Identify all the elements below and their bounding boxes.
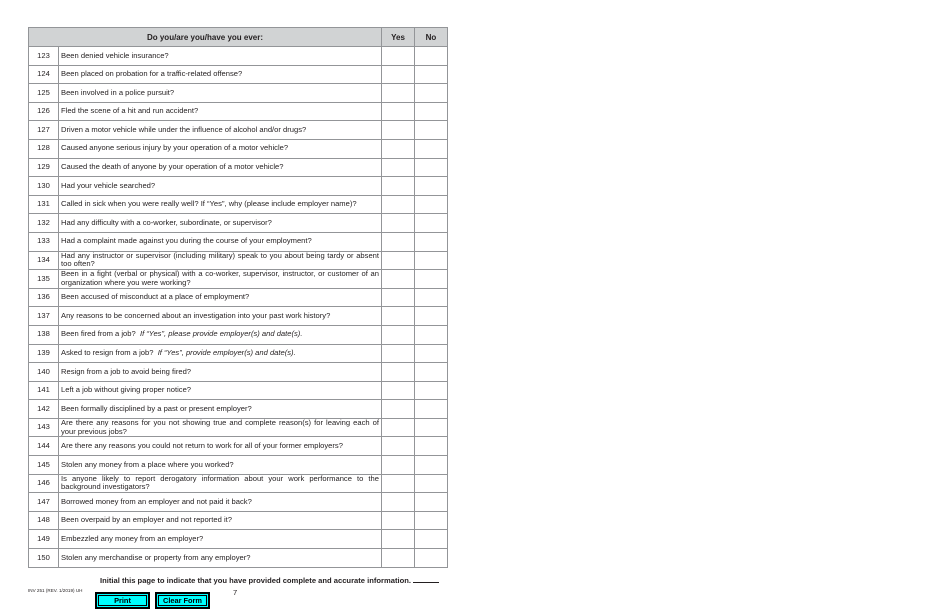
yes-answer-cell[interactable] <box>382 344 415 363</box>
no-answer-cell[interactable] <box>415 381 448 400</box>
yes-answer-cell[interactable] <box>382 251 415 270</box>
yes-answer-cell[interactable] <box>382 511 415 530</box>
no-answer-cell[interactable] <box>415 177 448 196</box>
question-text <box>59 325 382 344</box>
table-row <box>29 418 448 437</box>
question-label: Any reasons to be concerned about an investigation into your past work history? <box>61 310 331 320</box>
question-label: Had any instructor or supervisor (including military) speak to you about being tardy or absent too often? <box>61 250 379 269</box>
table-row <box>29 270 448 289</box>
table-row <box>29 474 448 493</box>
question-number: 136 <box>29 288 59 307</box>
question-text <box>59 288 382 307</box>
yes-answer-cell[interactable] <box>382 530 415 549</box>
question-number: 133 <box>29 232 59 251</box>
table-row <box>29 139 448 158</box>
no-answer-cell[interactable] <box>415 307 448 326</box>
initial-text: Initial this page to indicate that you have provided complete and accurate information. <box>100 576 411 585</box>
question-text <box>59 232 382 251</box>
yes-answer-cell[interactable] <box>382 232 415 251</box>
table-row <box>29 84 448 103</box>
question-number: 145 <box>29 456 59 475</box>
no-answer-cell[interactable] <box>415 47 448 66</box>
question-number: 135 <box>29 270 59 289</box>
yes-answer-cell[interactable] <box>382 84 415 103</box>
question-label: Stolen any money from a place where you worked? <box>61 459 234 469</box>
question-number: 143 <box>29 418 59 437</box>
table-row <box>29 251 448 270</box>
question-label: Are there any reasons for you not showing true and complete reason(s) for leaving each of your previous jobs? <box>61 418 379 436</box>
questionnaire-table <box>28 27 448 568</box>
yes-answer-cell[interactable] <box>382 158 415 177</box>
question-text <box>59 363 382 382</box>
question-number: 128 <box>29 139 59 158</box>
initial-statement <box>100 576 439 585</box>
no-answer-cell[interactable] <box>415 437 448 456</box>
no-answer-cell[interactable] <box>415 418 448 437</box>
question-text <box>59 139 382 158</box>
table-row <box>29 195 448 214</box>
question-text <box>59 177 382 196</box>
question-number: 123 <box>29 47 59 66</box>
no-answer-cell[interactable] <box>415 84 448 103</box>
yes-answer-cell[interactable] <box>382 400 415 419</box>
no-answer-cell[interactable] <box>415 102 448 121</box>
no-answer-cell[interactable] <box>415 493 448 512</box>
table-row <box>29 307 448 326</box>
yes-answer-cell[interactable] <box>382 325 415 344</box>
question-label: Been involved in a police pursuit? <box>61 87 175 97</box>
question-number: 140 <box>29 363 59 382</box>
question-label: Resign from a job to avoid being fired? <box>61 366 192 376</box>
no-answer-cell[interactable] <box>415 456 448 475</box>
yes-answer-cell[interactable] <box>382 195 415 214</box>
question-label: Been fired from a job? <box>61 329 136 339</box>
question-label: Driven a motor vehicle while under the influence of alcohol and/or drugs? <box>61 124 307 134</box>
question-text <box>59 307 382 326</box>
question-label: Been placed on probation for a traffic-related offense? <box>61 69 243 79</box>
question-text <box>59 549 382 568</box>
yes-answer-cell[interactable] <box>382 363 415 382</box>
no-answer-cell[interactable] <box>415 232 448 251</box>
question-text <box>59 195 382 214</box>
no-answer-cell[interactable] <box>415 344 448 363</box>
table-row <box>29 232 448 251</box>
question-label: Embezzled any money from an employer? <box>61 533 204 543</box>
yes-answer-cell[interactable] <box>382 177 415 196</box>
clear-form-button[interactable]: Clear Form <box>155 592 210 609</box>
question-label: Is anyone likely to report derogatory information about your work performance to the background investigators? <box>61 473 379 492</box>
no-answer-cell[interactable] <box>415 511 448 530</box>
yes-answer-cell[interactable] <box>382 381 415 400</box>
table-row <box>29 158 448 177</box>
question-label: Left a job without giving proper notice? <box>61 385 192 395</box>
question-label: Stolen any merchandise or property from any employer? <box>61 552 251 562</box>
no-answer-cell[interactable] <box>415 251 448 270</box>
table-row <box>29 381 448 400</box>
no-answer-cell[interactable] <box>415 65 448 84</box>
question-text <box>59 251 382 270</box>
no-answer-cell[interactable] <box>415 139 448 158</box>
question-text <box>59 437 382 456</box>
question-number: 131 <box>29 195 59 214</box>
question-hint: If “Yes”, please provide employer(s) and date(s). <box>139 329 303 339</box>
yes-answer-cell[interactable] <box>382 270 415 289</box>
question-label: Asked to resign from a job? <box>61 348 154 357</box>
question-text <box>59 214 382 233</box>
table-row <box>29 47 448 66</box>
question-number: 147 <box>29 493 59 512</box>
no-answer-cell[interactable] <box>415 158 448 177</box>
question-label: Called in sick when you were really well? If “Yes”, why (please include employer name)? <box>61 199 357 209</box>
yes-answer-cell[interactable] <box>382 493 415 512</box>
page-number: 7 <box>233 588 238 597</box>
question-number: 124 <box>29 65 59 84</box>
question-number: 139 <box>29 344 59 363</box>
question-text <box>59 84 382 103</box>
no-answer-cell[interactable] <box>415 363 448 382</box>
yes-answer-cell[interactable] <box>382 47 415 66</box>
question-label: Caused the death of anyone by your operation of a motor vehicle? <box>61 162 284 172</box>
question-label: Borrowed money from an employer and not paid it back? <box>61 496 252 506</box>
no-answer-cell[interactable] <box>415 270 448 289</box>
no-answer-cell[interactable] <box>415 474 448 493</box>
table-row <box>29 121 448 140</box>
table-row <box>29 102 448 121</box>
print-button[interactable]: Print <box>95 592 150 609</box>
question-text <box>59 493 382 512</box>
question-label: Had any difficulty with a co-worker, subordinate, or supervisor? <box>61 217 272 227</box>
yes-answer-cell[interactable] <box>382 307 415 326</box>
question-label: Been overpaid by an employer and not reported it? <box>61 515 232 525</box>
question-text <box>59 47 382 66</box>
question-number: 134 <box>29 251 59 270</box>
question-column-header: Do you/are you/have you ever: <box>29 28 382 47</box>
table-row <box>29 177 448 196</box>
question-label: Caused anyone serious injury by your operation of a motor vehicle? <box>61 143 289 153</box>
question-label: Been in a fight (verbal or physical) with a co-worker, supervisor, instructor, or customer of an organization where you were working? <box>61 269 379 287</box>
yes-answer-cell[interactable] <box>382 102 415 121</box>
no-answer-cell[interactable] <box>415 195 448 214</box>
question-number: 126 <box>29 102 59 121</box>
question-label: Fled the scene of a hit and run accident? <box>61 106 199 116</box>
question-number: 148 <box>29 511 59 530</box>
yes-answer-cell[interactable] <box>382 65 415 84</box>
question-text <box>59 418 382 437</box>
question-text <box>59 102 382 121</box>
question-number: 150 <box>29 549 59 568</box>
table-row <box>29 288 448 307</box>
question-number: 130 <box>29 177 59 196</box>
form-id: INV 251 (REV. 1/2019) UH <box>28 588 83 593</box>
no-answer-cell[interactable] <box>415 121 448 140</box>
table-row <box>29 325 448 344</box>
question-label: Been denied vehicle insurance? <box>61 50 169 60</box>
table-row <box>29 493 448 512</box>
yes-answer-cell[interactable] <box>382 437 415 456</box>
question-number: 137 <box>29 307 59 326</box>
question-number: 144 <box>29 437 59 456</box>
question-text <box>59 511 382 530</box>
yes-answer-cell[interactable] <box>382 549 415 568</box>
question-number: 129 <box>29 158 59 177</box>
yes-answer-cell[interactable] <box>382 474 415 493</box>
question-label: Been formally disciplined by a past or present employer? <box>61 403 252 413</box>
question-number: 141 <box>29 381 59 400</box>
question-text <box>59 381 382 400</box>
table-header-row <box>29 28 448 47</box>
no-answer-cell[interactable] <box>415 288 448 307</box>
no-answer-cell[interactable] <box>415 325 448 344</box>
question-text <box>59 400 382 419</box>
table-row <box>29 511 448 530</box>
question-label: Had a complaint made against you during the course of your employment? <box>61 236 312 246</box>
table-row <box>29 437 448 456</box>
table-row <box>29 456 448 475</box>
question-text <box>59 344 382 363</box>
table-row <box>29 65 448 84</box>
yes-answer-cell[interactable] <box>382 288 415 307</box>
table-row <box>29 549 448 568</box>
question-number: 146 <box>29 474 59 493</box>
question-number: 142 <box>29 400 59 419</box>
table-row <box>29 400 448 419</box>
question-number: 125 <box>29 84 59 103</box>
question-hint: If “Yes”, provide employer(s) and date(s). <box>157 348 296 357</box>
table-row <box>29 530 448 549</box>
no-column-header: No <box>415 28 448 47</box>
no-answer-cell[interactable] <box>415 549 448 568</box>
question-label: Are there any reasons you could not return to work for all of your former employers? <box>61 440 343 450</box>
question-label: Had your vehicle searched? <box>61 180 156 190</box>
table-row <box>29 344 448 363</box>
question-number: 138 <box>29 325 59 344</box>
yes-answer-cell[interactable] <box>382 121 415 140</box>
yes-answer-cell[interactable] <box>382 418 415 437</box>
no-answer-cell[interactable] <box>415 214 448 233</box>
question-label: Been accused of misconduct at a place of employment? <box>61 292 250 302</box>
yes-column-header: Yes <box>382 28 415 47</box>
yes-answer-cell[interactable] <box>382 139 415 158</box>
no-answer-cell[interactable] <box>415 530 448 549</box>
yes-answer-cell[interactable] <box>382 456 415 475</box>
yes-answer-cell[interactable] <box>382 214 415 233</box>
question-text <box>59 530 382 549</box>
question-number: 132 <box>29 214 59 233</box>
table-row <box>29 214 448 233</box>
question-text <box>59 270 382 289</box>
question-text <box>59 65 382 84</box>
question-number: 149 <box>29 530 59 549</box>
question-text <box>59 121 382 140</box>
question-number: 127 <box>29 121 59 140</box>
question-text <box>59 158 382 177</box>
table-row <box>29 363 448 382</box>
no-answer-cell[interactable] <box>415 400 448 419</box>
initial-field[interactable] <box>413 582 439 583</box>
question-text <box>59 474 382 493</box>
question-text <box>59 456 382 475</box>
